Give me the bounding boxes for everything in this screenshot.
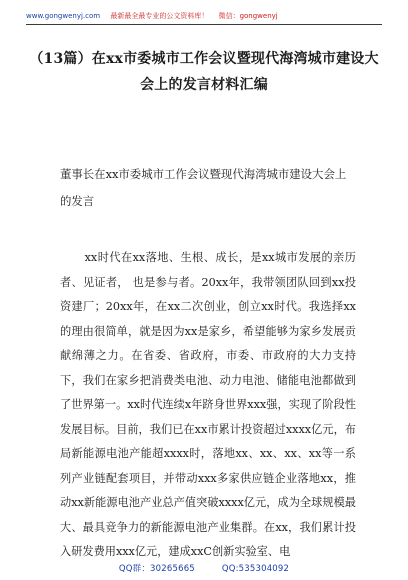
document-title: （13篇）在xx市委城市工作会议暨现代海湾城市建设大会上的发言材料汇编 bbox=[29, 51, 379, 93]
footer-qq-group: QQ群：30265665 bbox=[118, 564, 195, 574]
header-site-link[interactable]: www.gongwenyj.com bbox=[26, 12, 101, 20]
footer-qq: QQ:535304092 bbox=[221, 564, 290, 574]
body-paragraph: xx时代在xx落地、生根、成长，是xx城市发展的亲历者、见证者， 也是参与者。20xx年，我带领团队回到xx投资建厂；20xx年，在xx二次创业，创立xx时代。我选择xx的理由很简单，就是因为xx是家乡，希望能够为家乡发展贡献绵薄之力。在省委、省政府，市委、市政府的大力支持下，我们在家乡把消费类电池、动力电池、储能电池都做到了世界第一。xx时代连续x年跻身世界xxx强，实现了阶段性发展目标。目前，我们已在xx市累计投资超过xxxx亿元，布局新能源电池产能超xxxx时，落地xx、xx、xx、xx等一系列产业链配套项目，并带动xxx多家供应链企业落地xx，推动xx新能源电池产业总产值突破xxxx亿元，成为全球规模最大、最具竞争力的新能源电池产业集群。在xx，我们累计投入研发费用xxx亿元，建成xxC创新实验室、电 bbox=[60, 251, 356, 558]
page-footer bbox=[0, 562, 408, 574]
page-header bbox=[26, 10, 382, 25]
header-slogan: 最新最全最专业的公文资料库！ bbox=[110, 12, 209, 20]
section-subtitle: 董事长在xx市委城市工作会议暨现代海湾城市建设大会上的发言 bbox=[60, 167, 347, 208]
header-wechat: 微信：gongwenyj bbox=[218, 12, 278, 20]
